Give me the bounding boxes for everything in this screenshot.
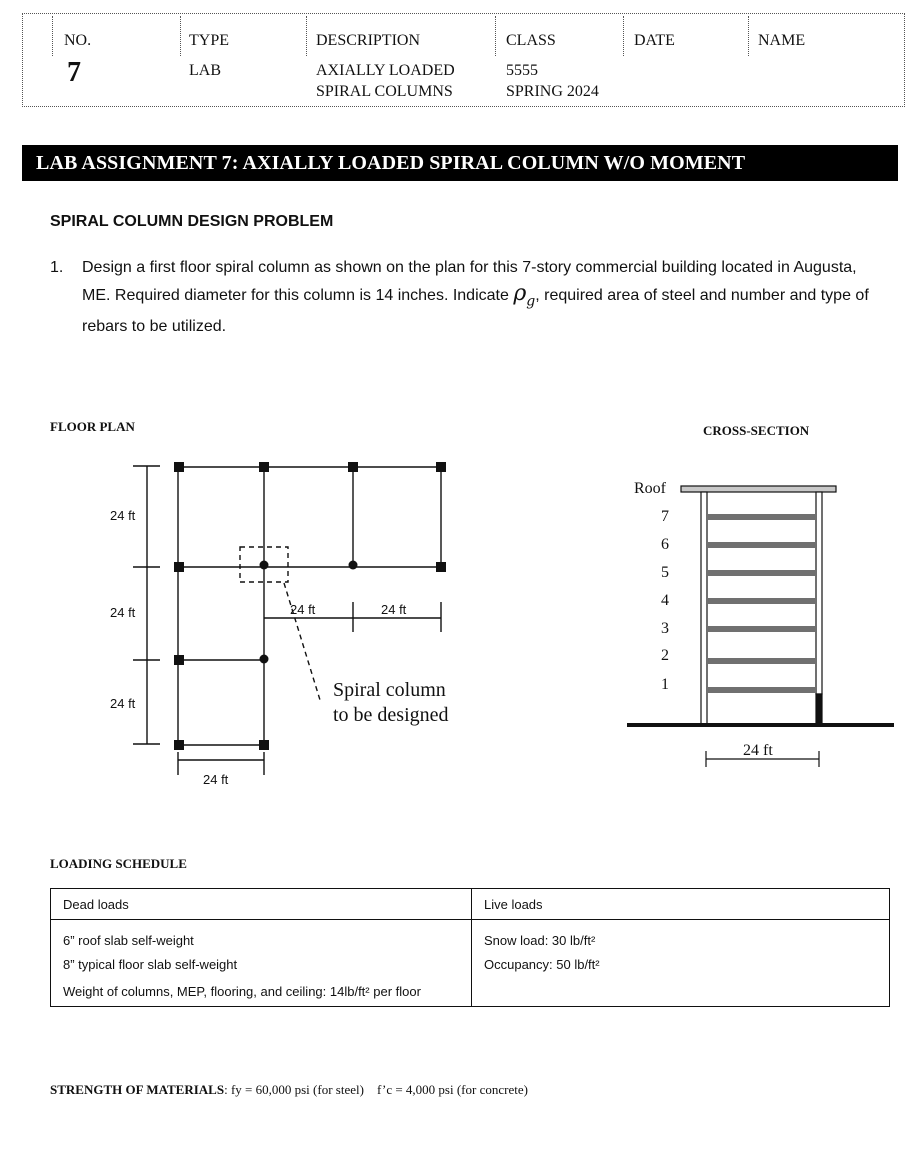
rho-symbol: $\rho_g$ <box>513 281 536 310</box>
spiral-column <box>260 655 269 664</box>
loading-title: LOADING SCHEDULE <box>50 856 187 871</box>
floor-label: 2 <box>661 647 669 664</box>
strength-of-materials <box>50 1082 528 1098</box>
square-column <box>348 462 358 472</box>
concrete-strength: f’c = 4,000 psi (for concrete) <box>376 1082 528 1097</box>
no-value: 7 <box>67 57 81 88</box>
dim-left-2: 24 ft <box>110 605 136 620</box>
dead-load-item: 6” roof slab self-weight <box>63 933 194 948</box>
live-loads-cell <box>472 920 890 1007</box>
steel-strength: : fy = 60,000 psi (for steel) <box>224 1082 364 1097</box>
dim-bottom: 24 ft <box>203 772 229 787</box>
class-code: 5555 <box>506 62 538 79</box>
floor-label: 5 <box>661 564 669 581</box>
span-label: 24 ft <box>743 742 773 759</box>
dead-load-item: Weight of columns, MEP, flooring, and ceiling: 14lb/ft² per floor <box>63 984 421 999</box>
live-load-item: Occupancy: 50 lb/ft² <box>484 957 600 972</box>
description-line-1: AXIALLY LOADED <box>316 62 455 79</box>
floor-slab <box>707 542 816 548</box>
dim-inner-2: 24 ft <box>381 602 407 617</box>
loading-table <box>50 888 890 1007</box>
floor-slab <box>707 658 816 664</box>
strength-label: STRENGTH OF MATERIALS <box>50 1082 225 1097</box>
column-right <box>816 492 822 694</box>
floor-slab <box>707 514 816 520</box>
floor-label: 7 <box>661 508 669 525</box>
dim-left-3: 24 ft <box>110 696 136 711</box>
column-left <box>701 492 707 724</box>
date-label: DATE <box>634 32 675 49</box>
square-column <box>436 462 446 472</box>
floor-plan-title: FLOOR PLAN <box>50 419 135 434</box>
no-label: NO. <box>64 32 92 49</box>
problem-number: 1. <box>50 259 64 276</box>
problem-text: Design a first floor spiral column as shown on the plan for this 7-story commercial building located in Augusta, ME. Required diameter for this column is 14 inches. Indicate <box>82 259 857 304</box>
dead-load-item: 8” typical floor slab self-weight <box>63 957 238 972</box>
floor-slab <box>707 626 816 632</box>
roof-label: Roof <box>634 480 666 497</box>
callout-line-2: to be designed <box>333 704 449 726</box>
dead-loads-header: Dead loads <box>51 889 472 920</box>
column-right-first-floor <box>816 694 822 724</box>
class-label: CLASS <box>506 32 556 49</box>
square-column <box>259 462 269 472</box>
live-loads-header: Live loads <box>472 889 890 920</box>
floor-slab <box>707 570 816 576</box>
callout-line-1: Spiral column <box>333 679 446 701</box>
floor-label: 4 <box>661 592 669 609</box>
roof-slab <box>681 486 836 492</box>
square-column <box>174 655 184 665</box>
section-title: SPIRAL COLUMN DESIGN PROBLEM <box>50 213 334 230</box>
floor-label: 1 <box>661 676 669 693</box>
square-column <box>174 740 184 750</box>
square-column <box>174 462 184 472</box>
dim-left-1: 24 ft <box>110 508 136 523</box>
floor-label: 6 <box>661 536 669 553</box>
dim-inner-1: 24 ft <box>290 602 316 617</box>
dead-loads-cell <box>51 920 472 1007</box>
live-load-item: Snow load: 30 lb/ft² <box>484 933 596 948</box>
floor-label: 3 <box>661 620 669 637</box>
cross-section-title: CROSS-SECTION <box>703 423 810 438</box>
type-label: TYPE <box>189 32 229 49</box>
floor-slab <box>707 598 816 604</box>
square-column <box>259 740 269 750</box>
description-line-2: SPIRAL COLUMNS <box>316 83 453 100</box>
spiral-column-target <box>260 561 269 570</box>
problem-text-end: , required area of steel and number and type of rebars to be utilized. <box>82 287 869 336</box>
assignment-banner: LAB ASSIGNMENT 7: AXIALLY LOADED SPIRAL COLUMN W/O MOMENT <box>22 145 898 181</box>
square-column <box>174 562 184 572</box>
floor-slab <box>707 687 816 693</box>
square-column <box>436 562 446 572</box>
class-term: SPRING 2024 <box>506 83 599 100</box>
spiral-column <box>349 561 358 570</box>
name-label: NAME <box>758 32 806 49</box>
callout-leader <box>284 583 320 700</box>
description-label: DESCRIPTION <box>316 32 421 49</box>
type-value: LAB <box>189 62 221 79</box>
